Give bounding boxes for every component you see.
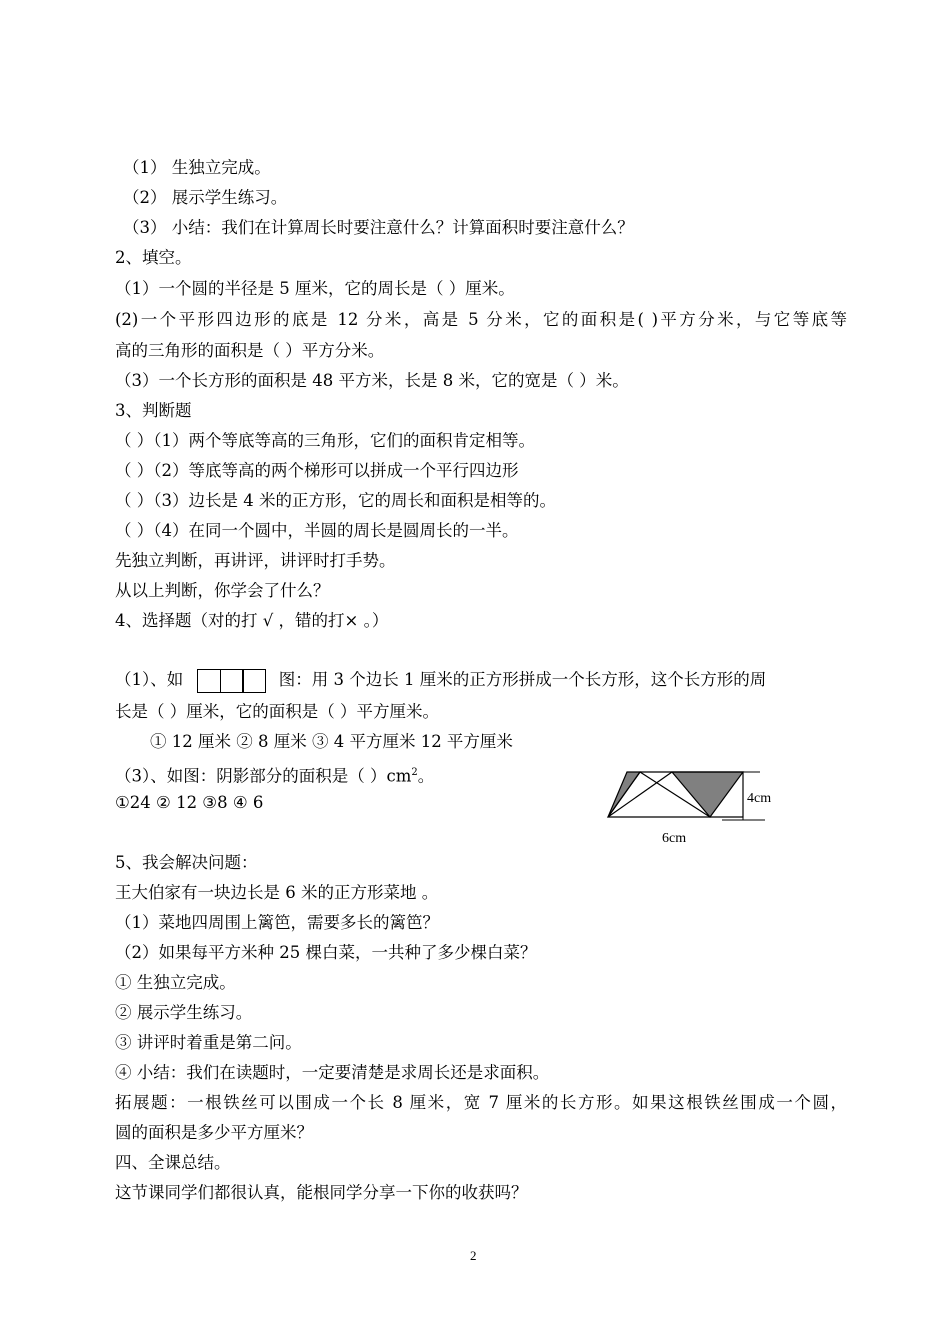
choice-1-text: 图：用 3 个边长 1 厘米的正方形拼成一个长方形，这个长方形的周 xyxy=(278,670,767,689)
judge-question: 从以上判断，你学会了什么？ xyxy=(115,581,330,600)
trapezoid-diagram xyxy=(600,765,780,855)
judge-item-1: （ ）（1）两个等底等高的三角形，它们的面积肯定相等。 xyxy=(115,431,535,450)
judge-item-3: （ ）（3）边长是 4 米的正方形，它的周长和面积是相等的。 xyxy=(115,491,556,510)
summary-text: 这节课同学们都很认真，能根同学分享一下你的收获吗？ xyxy=(115,1183,528,1202)
judge-instruction: 先独立判断，再讲评，讲评时打手势。 xyxy=(115,551,396,570)
section-4-heading: 4、选择题（对的打 √ ，错的打× 。） xyxy=(115,611,389,630)
section-5-heading: 5、我会解决问题： xyxy=(115,853,258,872)
three-squares-figure xyxy=(197,668,265,693)
problem-step-4: ④ 小结：我们在读题时，一定要清楚是求周长还是求面积。 xyxy=(115,1063,550,1082)
fill-blank-2-line-2: 高的三角形的面积是（ ）平方分米。 xyxy=(115,341,385,360)
section-summary-heading: 四、全课总结。 xyxy=(115,1153,231,1172)
problem-statement: 王大伯家有一块边长是 6 米的正方形菜地 。 xyxy=(115,883,439,902)
choice-3-question: （3）、如图：阴影部分的面积是（ ）$cm^2$。 xyxy=(115,766,435,786)
problem-question-2: （2）如果每平方米种 25 棵白菜，一共种了多少棵白菜？ xyxy=(115,943,537,962)
judge-item-4: （ ）（4）在同一个圆中，半圆的周长是圆周长的一半。 xyxy=(115,521,519,540)
height-label: 4cm xyxy=(747,791,772,806)
problem-step-3: ③ 讲评时着重是第二问。 xyxy=(115,1033,302,1052)
extension-line-1: 拓展题：一根铁丝可以围成一个长 8 厘米，宽 7 厘米的长方形。如果这根铁丝围成一个圆， xyxy=(115,1093,847,1112)
choice-3-options: ①24 ② 12 ③8 ④ 6 xyxy=(115,793,264,812)
extension-line-2: 圆的面积是多少平方厘米？ xyxy=(115,1123,313,1142)
step-1-text: （1） 生独立完成。 xyxy=(123,158,271,177)
judge-item-2: （ ）（2）等底等高的两个梯形可以拼成一个平行四边形 xyxy=(115,461,519,480)
section-3-heading: 3、判断题 xyxy=(115,401,192,420)
shaded-area-figure xyxy=(600,765,780,859)
section-2-heading: 2、填空。 xyxy=(115,248,192,267)
fill-blank-3: （3）一个长方形的面积是 48 平方米，长是 8 米，它的宽是（ ）米。 xyxy=(115,371,629,390)
choice-1-prefix: （1）、如 xyxy=(115,670,184,689)
step-2-text: （2） 展示学生练习。 xyxy=(123,188,288,207)
base-label: 6cm xyxy=(662,831,687,846)
right-shaded-triangle xyxy=(672,772,743,817)
choice-1-line-1 xyxy=(115,668,766,693)
problem-step-1: ① 生独立完成。 xyxy=(115,973,236,992)
page-number: 2 xyxy=(470,1248,477,1263)
fill-blank-1: （1）一个圆的半径是 5 厘米，它的周长是（ ）厘米。 xyxy=(115,279,515,298)
step-3-summary-text: （3） 小结：我们在计算周长时要注意什么？计算面积时要注意什么？ xyxy=(123,218,634,237)
choice-1-options: ① 12 厘米 ② 8 厘米 ③ 4 平方厘米 12 平方厘米 xyxy=(150,732,513,751)
fill-blank-2-line-1: (2)一个平形四边形的底是 12 分米，高是 5 分米，它的面积是( )平方分米，与它等底等 xyxy=(115,310,847,329)
choice-1-line-2: 长是（ ）厘米，它的面积是（ ）平方厘米。 xyxy=(115,702,439,721)
problem-step-2: ② 展示学生练习。 xyxy=(115,1003,253,1022)
problem-question-1: （1）菜地四周围上篱笆，需要多长的篱笆？ xyxy=(115,913,439,932)
